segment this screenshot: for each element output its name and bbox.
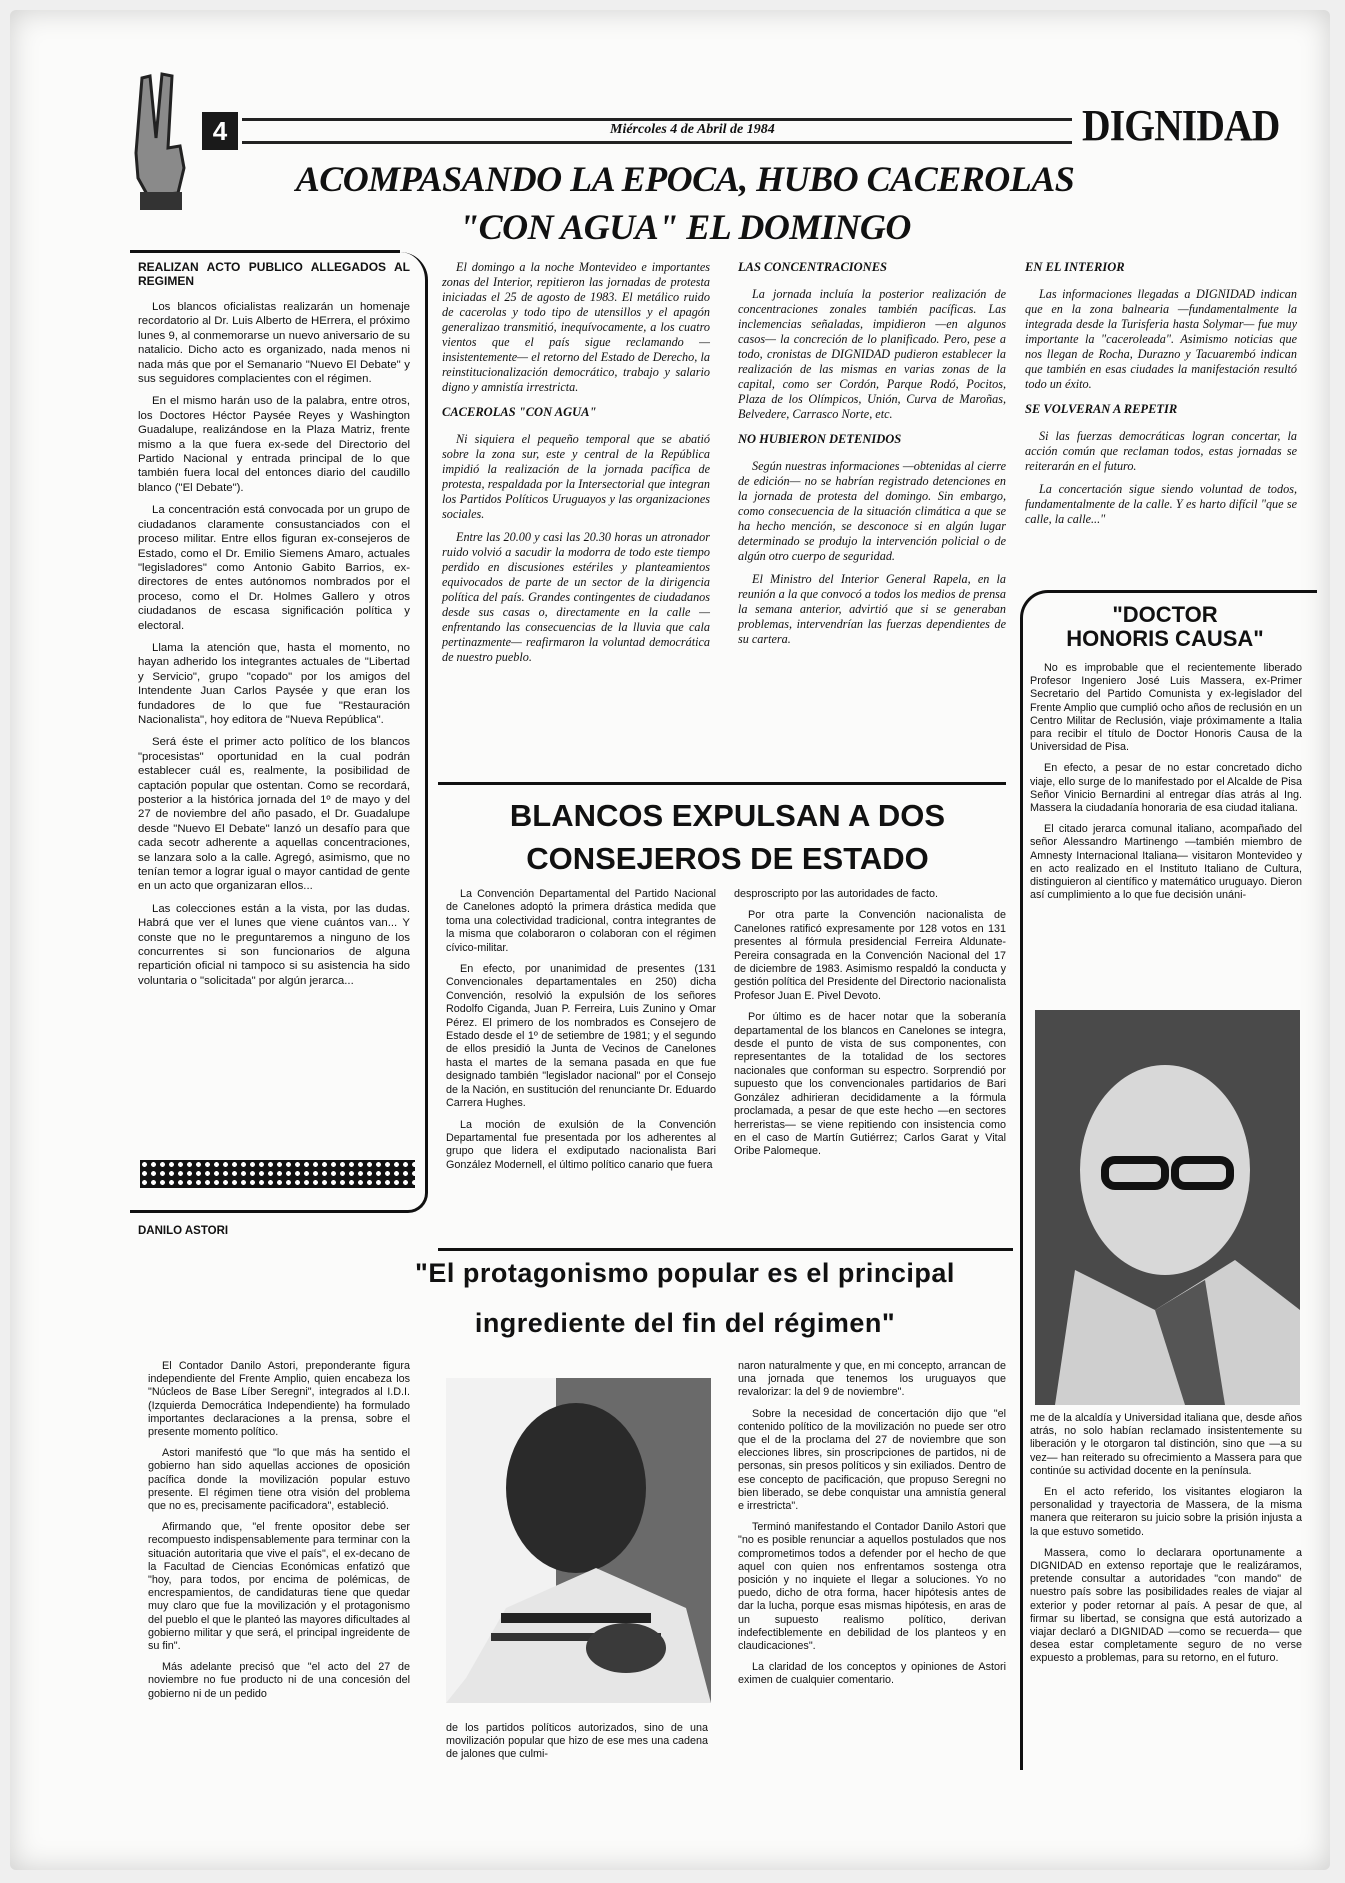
expulsion-headline-line1: BLANCOS EXPULSAN A DOS [509, 798, 946, 833]
paragraph: Las informaciones llegadas a DIGNIDAD indican que en la zona balnearia —fundamentalmente la integrada desde la Turisferia hasta Solymar— fue muy importante la "caceroleada". Asimismo noticias que nos llegan de Rocha, Durazno y Tacuarembó indican que también en esas ciudades la manifestación resultó todo un éxito. [1025, 287, 1297, 391]
paragraph: Según nuestras informaciones —obtenidas al cierre de edición— no se habrían registrado detenciones en la jornada de protesta del domingo. Sin embargo, como consecuencia de la situación climática a que se ha hecho mención, se desconoce si en algún lugar determinado se produjo la intervención policial o de algún otro cuerpo de seguridad. [738, 459, 1006, 563]
page-number: 4 [202, 112, 238, 150]
honoris-headline-line1: "DOCTOR [1112, 602, 1218, 627]
astori-headline-line1: "El protagonismo popular es el principal [415, 1258, 955, 1288]
paragraph: desproscripto por las autoridades de facto. [734, 888, 939, 900]
astori-col3 [738, 1360, 1006, 1696]
paragraph: El citado jerarca comunal italiano, acompañado del señor Alessandro Martinengo —también miembro de Amnesty Internacional Italiana— visitaron Montevideo y en acto realizado en el Instituto Italiano de Cultura, distinguieron al científico y matemático uruguayo. Dieron así cumplimiento a lo que fue decisión unáni- [1030, 823, 1302, 902]
byline-astori: DANILO ASTORI [138, 1225, 229, 1237]
expulsion-col1 [446, 888, 716, 1180]
honoris-box-left-rule [1020, 1400, 1023, 1770]
paragraph: El Contador Danilo Astori, preponderante figura independiente del Frente Amplio, quien encabeza los "Núcleos de Base Líber Seregni", integrados al I.D.I. (Izquierda Democrática Independiente) ha formulado importantes declaraciones a la prensa, sobre el presente momento político. [148, 1360, 410, 1439]
honoris-body [1030, 662, 1302, 910]
header-rule-top [242, 118, 1072, 121]
masthead: DIGNIDAD [1082, 101, 1280, 150]
photo-astori [446, 1378, 711, 1703]
photo-massera [1035, 1010, 1300, 1405]
sidebar-kicker: REALIZAN ACTO PUBLICO ALLEGADOS AL REGIMEN [138, 260, 410, 288]
paragraph: La jornada incluía la posterior realización de concentraciones zonales también pacíficas. Las inclemencias señaladas, impidieron —en algunos casos— la concreción de lo planificado. Pero, pese a todo, cronistas de DIGNIDAD pudieron establecer la realización de las mismas en varias zonas de la capital, como ser Cordón, Parque Rodó, Pocitos, Plaza de los Olímpicos, Unión, Curva de Maroñas, Belvedere, Carrasco Norte, etc. [738, 287, 1006, 421]
paragraph: El domingo a la noche Montevideo e importantes zonas del Interior, repitieron las jornadas de protesta iniciadas el 25 de agosto de 1983. El metálico ruido de cacerolas y todo tipo de utensillos y el apagón generalizao transmitió, inequívocamente, a los cuatro vientos que el país sigue reclamando —insistentemente— el retorno del Estado de Derecho, la reinstitucionalización democrático, trabajo y salario digno y amnistía irrestricta. [442, 260, 710, 394]
paragraph: Massera, como lo declarara oportunamente a DIGNIDAD en extenso reportaje que le realizáramos, pretende consultar a autoridades "con mando" de nuestro país sobre las posibilidades reales de viajar al exterior y poder retornar al país. A pesar de que, al firmar su libertad, se consigna que está autorizado a viajar declaró a DIGNIDAD —como se recuerda— que desea estar completamente seguro de no verse expuesto a problemas, para su retorno, en el futuro. [1030, 1546, 1302, 1665]
paragraph: En el acto referido, los visitantes elogiaron la personalidad y trayectoria de Massera, de la misma manera que reiteraron su juicio sobre la prisión injusta a la que estuvo sometido. [1030, 1486, 1302, 1538]
expulsion-headline-line2: CONSEJEROS DE ESTADO [526, 841, 929, 876]
honoris-continuation [1030, 1412, 1302, 1674]
paragraph: Astori manifestó que "lo que más ha sentido el gobierno han sido aquellas acciones de oposición pacífica donde la movilización popular estuvo presente. El régimen tiene otra visión del problema que no es, precisamente pacificadora", estableció. [148, 1447, 410, 1513]
paragraph: Entre las 20.00 y casi las 20.30 horas un atronador ruido volvió a sacudir la modorra de todo este tiempo perdido en discusiones estériles y planteamientos equivocados de parte de un sector de la dirigencia política del país. Grandes contingentes de ciudadanos desde sus casas o, directamente en la calle —enfrentando las consecuencias de la lluvia que cala pertinazmente— reafirmaron la voluntad democrática de nuestro pueblo. [442, 530, 710, 664]
main-article-col2 [738, 260, 1006, 655]
paragraph: La concentración está convocada por un grupo de ciudadanos claramente consustanciados con el proceso militar. Entre ellos figuran ex-consejeros de Estado, como el Dr. Emilio Siemens Amaro, actuales "legisladores" como Antonio Gabito Barrios, ex-directores de entes autónomos nombrados por el proceso, como el Dr. Holmes Gallero y otros ciudadanos de escasa significación política y electoral. [138, 504, 410, 632]
section-rule [438, 1248, 1013, 1251]
paragraph: me de la alcaldía y Universidad italiana que, desde años atrás, no solo habían reclamado insistentemente su liberación y le otorgaron tal distinción, sino que —a su vez— han reiterado su ofrecimiento a Massera para que continúe su actividad docente en la península. [1030, 1412, 1302, 1477]
paragraph: La Convención Departamental del Partido Nacional de Canelones adoptó la primera drástica medida que toma una colectividad tradicional, contra integrantes de la misma que colaboraron o colaboran con el régimen cívico-militar. [446, 888, 716, 954]
paragraph: En efecto, a pesar de no estar concretado dicho viaje, ello surge de lo manifestado por el Alcalde de Pisa Señor Vinicio Bernardini al entregar días atrás al Ing. Massera la ciudadanía honoraria de esa ciudad italiana. [1030, 762, 1302, 815]
astori-col2 [446, 1722, 708, 1770]
paragraph: El Ministro del Interior General Rapela, en la reunión a la que convocó a todos los medios de prensa la semana anterior, advirtió que si se generaban problemas, intervendrían las fuerzas dependientes de su cartera. [738, 572, 1006, 646]
paragraph: Las colecciones están a la vista, por las dudas. Habrá que ver el lunes que viene cuántos van... Y conste que no le preguntaremos a ninguno de los concurrentes si son funcionarios de alguna repartición oficial ni tampoco si su asistencia ha sido voluntaria o "solicitada" por algún jerarca... [138, 902, 410, 987]
subhead: LAS CONCENTRACIONES [738, 260, 887, 274]
honoris-headline-line2: HONORIS CAUSA" [1066, 626, 1264, 651]
paragraph: Llama la atención que, hasta el momento, no hayan adherido los integrantes actuales de "Libertad y Servicio", grupo "copado" por los amigos del Intendente Juan Carlos Paysée y que eran los fundadores de lo que fue "Restauración Nacionalista", hoy editora de "Nueva República". [138, 641, 410, 726]
paragraph: La concertación sigue siendo voluntad de todos, fundamentalmente de la calle. Y es harto difícil "que se calle, la calle..." [1025, 482, 1297, 526]
main-article-col1 [442, 260, 710, 673]
paragraph: Afirmando que, "el frente opositor debe ser recompuesto indispensablemente para terminar con la situación autoritaria que vive el país", el ex-decano de la Facultad de Ciencias Económicas enfatizó que "hoy, para todos, por encima de polémicas, de encrespamientos, de candidaturas tiene que quedar muy claro que fue la movilización y el protagonismo del pueblo el que le planteó las mayores dificultades al gobierno militar y que será, el principal ingreidente de su fin". [148, 1521, 410, 1653]
subhead: CACEROLAS "CON AGUA" [442, 405, 597, 419]
paragraph: La claridad de los conceptos y opiniones de Astori eximen de cualquier comentario. [738, 1661, 1006, 1687]
paragraph: Terminó manifestando el Contador Danilo Astori que "no es posible renunciar a aquellos postulados que nos comprometimos todos a defender por el hecho de que aquel con quien nos enfrentamos sostenga otra posición y no inquiete el llegar a soluciones. Yo no puedo, dicho de otra forma, hacer hipótesis antes de dar la lucha, porque esas mismas hipótesis, en aras de un supuesto realismo político, derivan indefectiblemente en debilidad de los planteos y en claudicaciones". [738, 1521, 1006, 1653]
sidebar-acto-publico [138, 260, 410, 996]
paragraph: Sobre la necesidad de concertación dijo que "el contenido político de la movilización no puede ser otro que el de la proclama del 27 de noviembre que son elecciones libres, sin proscripciones de partidos, ni de personas, sin presos políticos y sin exiliados. Dentro de ese concepto de pacificación, que propuso Seregni no bien liberado, se debe conquistar una amnistía general e irrestricta". [738, 1407, 1006, 1513]
paragraph: Los blancos oficialistas realizarán un homenaje recordatorio al Dr. Luis Alberto de HErrera, el próximo lunes 9, al conmemorarse un nuevo aniversario de su natalicio. Dicho acto es organizado, nada menos ni nada más que por el Semanario "Nuevo El Debate" y sus seguidores complacientes con el régimen. [138, 301, 410, 386]
issue-date: Miércoles 4 de Abril de 1984 [610, 122, 775, 137]
paragraph: Más adelante precisó que "el acto del 27 de noviembre no fue producto ni de una concesión del gobierno ni de un pedido [148, 1661, 410, 1700]
astori-col1 [148, 1360, 410, 1709]
paragraph: Será éste el primer acto político de los blancos "procesistas" oportunidad en la cual podrán establecer cuál es, realmente, la posibilidad de captación popular que ostentan. Como se recordará, posterior a la histórica jornada del 1º de mayo y del 27 de noviembre del año pasado, el Dr. Guadalupe desde "Nuevo El Debate" lanzó un desafío para que cada secotr adherente a aquellas concentraciones, se lanzara solo a la calle. Agregó, asimismo, que no tenían temor a lograr igual o mayor cantidad de gente en un acto que organizaran ellos... [138, 736, 410, 893]
paragraph: Por último es de hacer notar que la soberanía departamental de los blancos en Canelones se integra, desde el punto de vista de sus componentes, con representantes de la totalidad de los sectores nacionales que conforman su espectro. Sorprendió por supuesto que los convencionales partidarios de Bari González adhirieran decididamente a la fórmula proclamada, a pesar de que este hecho —en sectores herreristas— se viene repitiendo con insistencia como en el caso de Martín Gutiérrez; Carlos Garat y Vital Oribe Palomeque. [734, 1011, 1006, 1158]
header-rule-bottom [242, 141, 1072, 144]
paragraph: No es improbable que el recientemente liberado Profesor Ingeniero José Luis Massera, ex-Primer Secretario del Partido Comunista y ex-legislador del Frente Amplio que cumplió ocho años de reclusión en un Centro Militar de Reclusión, viaje próximamente a Italia para recibir el título de Doctor Honoris Causa de la Universidad de Pisa. [1030, 662, 1302, 754]
subhead: NO HUBIERON DETENIDOS [738, 432, 902, 446]
paragraph: Si las fuerzas democráticas logran concertar, la acción común que reclaman todos, estas jornadas se reiterarán en el futuro. [1025, 429, 1297, 473]
main-headline-line1: ACOMPASANDO LA EPOCA, HUBO CACEROLAS [295, 159, 1075, 199]
paragraph: naron naturalmente y que, en mi concepto, arrancan de una jornada que tenemos los uruguayos que revalorizar: la del 9 de noviembre". [738, 1360, 1006, 1399]
dotted-ornament-band [140, 1160, 415, 1188]
main-headline-line2: "CON AGUA" EL DOMINGO [459, 207, 911, 247]
paragraph: En efecto, por unanimidad de presentes (131 Convencionales departamentales en 250) dicha Convención, resolvió la expulsión de los señores Rodolfo Ciganda, Juan P. Ferreira, Luis Zunino y Omar Pérez. El primero de los nombrados es Consejero de Estado desde el 1º de setiembre de 1981; y el segundo de ellos presidió la Junta de Vecinos de Canelones hasta el martes de la semana pasada en que fue designado también "legislador nacional" por el Consejo de la Nación, en sustitución del renunciante Dr. Eduardo Carrera Hughes. [446, 963, 716, 1110]
paragraph: Por otra parte la Convención nacionalista de Canelones ratificó expresamente por 128 votos en 131 presentes al fórmula presidencial Ferreira Aldunate-Pereira consagrada en la Convención Nacional del 17 de diciembre de 1983. Asimismo respaldó la conducta y gestión política del Presidente del Directorio nacionalista Profesor Juan E. Pivel Devoto. [734, 909, 1006, 1002]
paragraph: de los partidos políticos autorizados, sino de una movilización popular que hizo de ese mes una cadena de jalones que culmi- [446, 1722, 708, 1761]
expulsion-col2 [734, 888, 1006, 1167]
paragraph: En el mismo harán uso de la palabra, entre otros, los Doctores Héctor Paysée Reyes y Washington Guadalupe, realizándose en la Plaza Matriz, frente mismo a la que fuera ex-sede del Directorio del Partido Nacional y entrada principal de lo que también fuera local del entonces diario del caudillo blanco ("El Debate"). [138, 395, 410, 494]
section-rule [438, 782, 1006, 785]
subhead: EN EL INTERIOR [1025, 260, 1125, 274]
main-article-col3 [1025, 260, 1297, 535]
newspaper-page [10, 10, 1330, 1870]
paragraph: Ni siquiera el pequeño temporal que se abatió sobre la zona sur, este y central de la República impidió la realización de la jornada pacífica de protesta, respaldada por la Intersectorial que integran los Partidos Políticos Uruguayos y las organizaciones sociales. [442, 432, 710, 521]
paragraph: La moción de exulsión de la Convención Departamental fue presentada por los adherentes al grupo que lidera el exdiputado nacionalista Bari González Modernell, el último político canario que fuera [446, 1118, 716, 1171]
astori-headline-line2: ingrediente del fin del régimen" [474, 1308, 896, 1338]
subhead: SE VOLVERAN A REPETIR [1025, 402, 1178, 416]
